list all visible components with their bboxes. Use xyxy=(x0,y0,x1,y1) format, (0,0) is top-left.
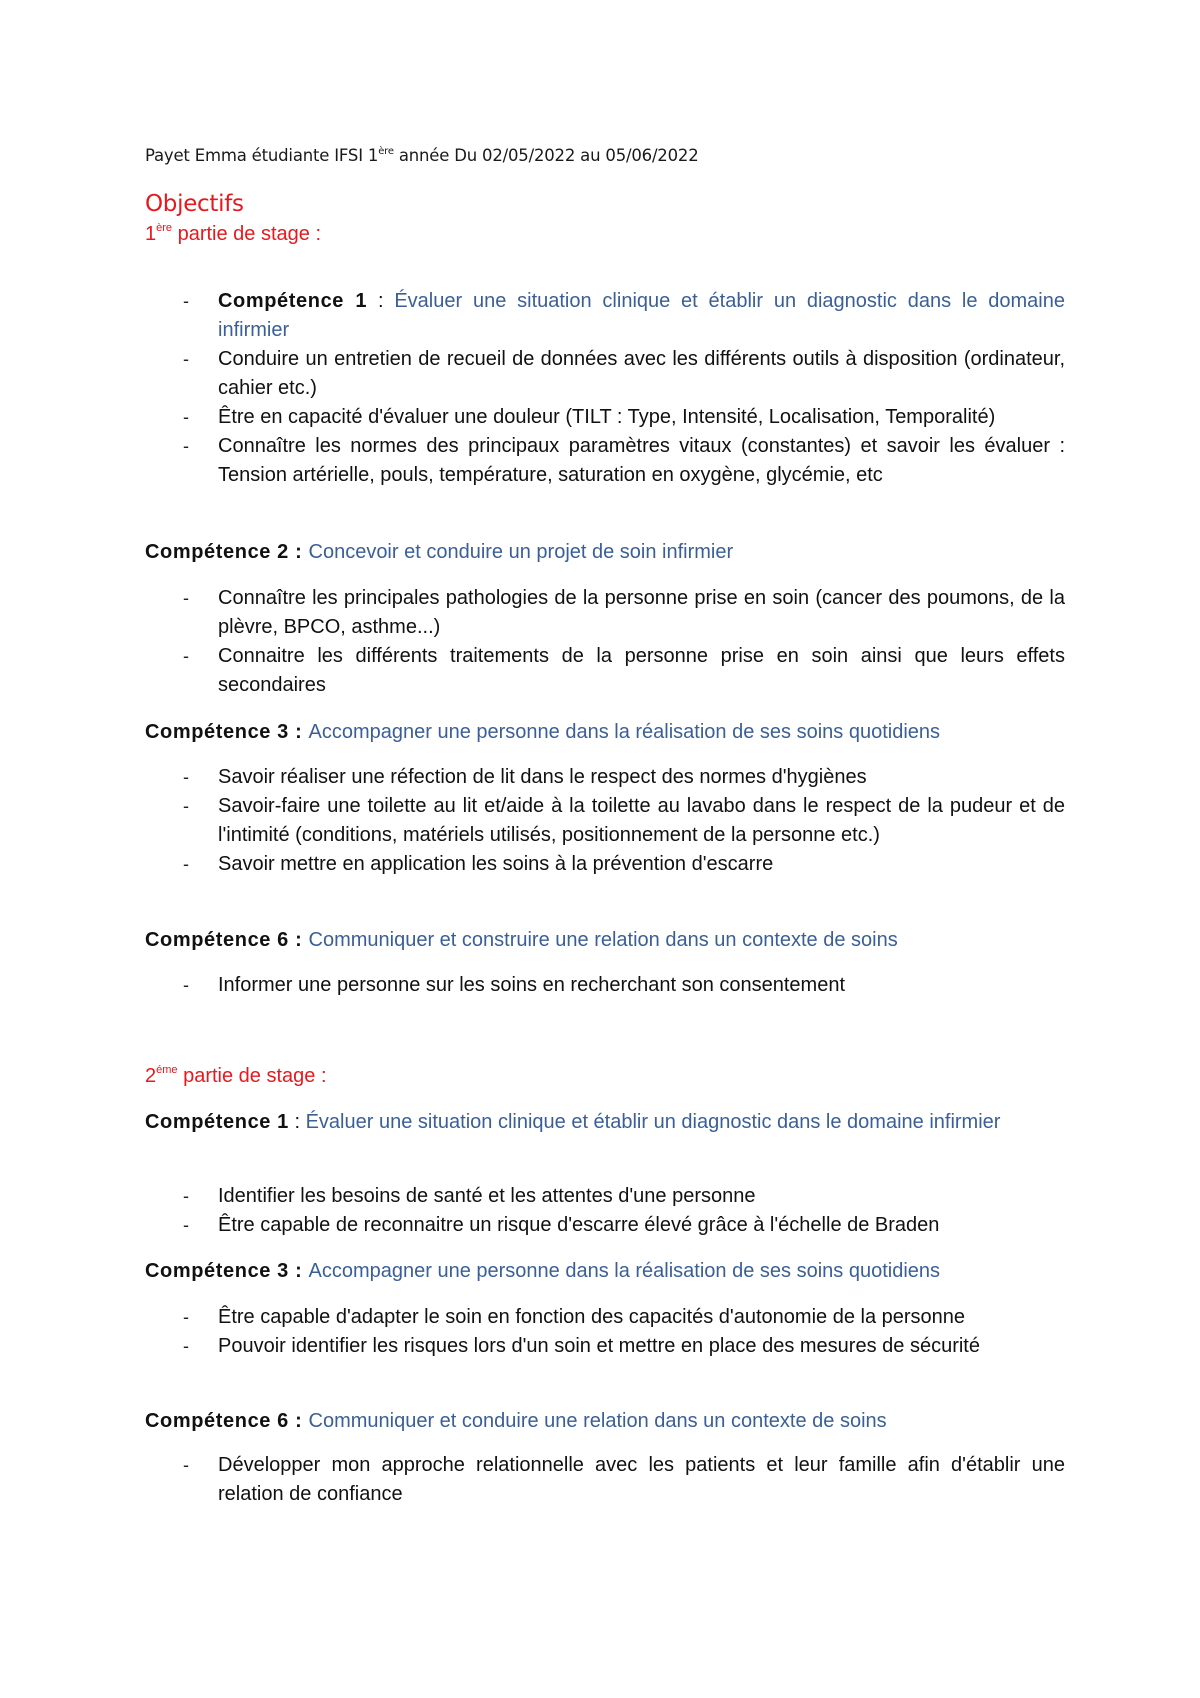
competence-label: Compétence 1 xyxy=(145,1111,289,1133)
dash-bullet: - xyxy=(183,349,189,369)
competence-description: Évaluer une situation clinique et établir un diagnostic dans le domaine infirmier xyxy=(305,1111,1001,1133)
dash-bullet: - xyxy=(183,1215,189,1235)
list-item-text: Identifier les besoins de santé et les attentes d'une personne xyxy=(218,1185,756,1207)
list-item xyxy=(145,792,1065,850)
list-item xyxy=(145,1211,1065,1240)
dash-bullet: - xyxy=(183,588,189,608)
list-item xyxy=(145,1303,1065,1332)
list-item-text: Connaître les normes des principaux paramètres vitaux (constantes) et savoir les évaluer : Tension artérielle, pouls, température, saturation en oxygène, glycémie, etc xyxy=(218,435,1065,486)
competence-label: Compétence 6 xyxy=(145,929,289,951)
list-item-text: Connaître les principales pathologies de la personne prise en soin (cancer des poumons, de la plèvre, BPCO, asthme...) xyxy=(218,587,1065,638)
part2-superscript: éme xyxy=(156,1064,178,1076)
part1-number: 1 xyxy=(145,223,157,245)
part1-superscript: ère xyxy=(156,222,173,234)
list-item xyxy=(145,971,1065,1000)
dash-bullet: - xyxy=(183,1336,189,1356)
dash-bullet: - xyxy=(183,1186,189,1206)
competence-label: Compétence 1 xyxy=(218,290,368,312)
list-item-text: Savoir mettre en application les soins à la prévention d'escarre xyxy=(218,853,774,875)
list-item xyxy=(145,642,1065,700)
part2-number: 2 xyxy=(145,1065,157,1087)
part1-competence6-list xyxy=(145,971,1065,1000)
part2-label: partie de stage : xyxy=(177,1065,327,1087)
list-item-text: Conduire un entretien de recueil de données avec les différents outils à disposition (ordinateur, cahier etc.) xyxy=(218,348,1065,399)
dash-bullet: - xyxy=(183,291,189,311)
competence-label: Compétence 6 xyxy=(145,1410,289,1432)
list-item xyxy=(145,1332,1065,1361)
competence-description: Communiquer et conduire une relation dans un contexte de soins xyxy=(308,1410,887,1432)
competence-separator: : xyxy=(288,1410,309,1432)
header-text: Payet Emma étudiante IFSI 1 xyxy=(145,146,379,165)
competence-description: Accompagner une personne dans la réalisation de ses soins quotidiens xyxy=(308,721,941,743)
competence-separator: : xyxy=(367,290,395,312)
list-item xyxy=(145,403,1065,432)
dash-bullet: - xyxy=(183,767,189,787)
part1-competence1-list xyxy=(145,287,1065,490)
list-item-text: Être capable d'adapter le soin en fonction des capacités d'autonomie de la personne xyxy=(218,1306,966,1328)
list-item-text: Savoir réaliser une réfection de lit dans le respect des normes d'hygiènes xyxy=(218,766,867,788)
list-item xyxy=(145,345,1065,403)
list-item-text: Être en capacité d'évaluer une douleur (TILT : Type, Intensité, Localisation, Temporalité) xyxy=(218,406,996,428)
list-item xyxy=(145,1451,1065,1509)
part1-competence6-heading xyxy=(145,926,1065,955)
dash-bullet: - xyxy=(183,854,189,874)
list-item-text: Savoir-faire une toilette au lit et/aide à la toilette au lavabo dans le respect de la pudeur et de l'intimité (conditions, matériels utilisés, positionnement de la personne etc.) xyxy=(218,795,1065,846)
competence-description: Communiquer et construire une relation dans un contexte de soins xyxy=(308,929,898,951)
list-item-text: Informer une personne sur les soins en recherchant son consentement xyxy=(218,974,846,996)
list-item-text: Développer mon approche relationnelle avec les patients et leur famille afin d'établir une relation de confiance xyxy=(218,1454,1065,1505)
list-item-text: Pouvoir identifier les risques lors d'un soin et mettre en place des mesures de sécurité xyxy=(218,1335,980,1357)
list-item xyxy=(145,432,1065,490)
list-item xyxy=(145,584,1065,642)
dash-bullet: - xyxy=(183,975,189,995)
dash-bullet: - xyxy=(183,1307,189,1327)
competence-separator: : xyxy=(288,721,309,743)
competence-separator: : xyxy=(288,541,309,563)
list-item xyxy=(145,763,1065,792)
header-dates: année Du 02/05/2022 au 05/06/2022 xyxy=(393,146,699,165)
list-item-text: Être capable de reconnaitre un risque d'escarre élevé grâce à l'échelle de Braden xyxy=(218,1214,940,1236)
part2-competence1-heading xyxy=(145,1108,1065,1137)
document-header xyxy=(145,146,699,165)
part2-title xyxy=(145,1064,327,1088)
header-superscript: ère xyxy=(378,146,394,157)
part2-competence6-list xyxy=(145,1451,1065,1509)
dash-bullet: - xyxy=(183,796,189,816)
competence-separator: : xyxy=(288,1260,309,1282)
competence-label: Compétence 3 xyxy=(145,1260,289,1282)
part2-competence6-heading xyxy=(145,1407,1065,1436)
competence-description: Accompagner une personne dans la réalisation de ses soins quotidiens xyxy=(308,1260,941,1282)
part1-competence2-list xyxy=(145,584,1065,700)
dash-bullet: - xyxy=(183,1455,189,1475)
competence-separator: : xyxy=(288,1111,306,1133)
competence-separator: : xyxy=(288,929,309,951)
dash-bullet: - xyxy=(183,646,189,666)
competence-description: Évaluer une situation clinique et établir un diagnostic dans le domaine infirmier xyxy=(218,290,1065,341)
list-item xyxy=(145,1182,1065,1211)
part2-competence3-list xyxy=(145,1303,1065,1361)
page-title: Objectifs xyxy=(145,191,244,217)
competence-label: Compétence 3 xyxy=(145,721,289,743)
part2-competence3-heading xyxy=(145,1257,1065,1286)
list-item-text: Connaitre les différents traitements de la personne prise en soin ainsi que leurs effets secondaires xyxy=(218,645,1065,696)
dash-bullet: - xyxy=(183,436,189,456)
part2-competence1-list xyxy=(145,1182,1065,1240)
part1-title xyxy=(145,222,321,246)
dash-bullet: - xyxy=(183,407,189,427)
competence-description: Concevoir et conduire un projet de soin infirmier xyxy=(308,541,734,563)
part1-competence2-heading xyxy=(145,538,1065,567)
part1-competence3-heading xyxy=(145,718,1065,747)
part1-competence3-list xyxy=(145,763,1065,879)
part1-label: partie de stage : xyxy=(172,223,322,245)
competence-label: Compétence 2 xyxy=(145,541,289,563)
list-item xyxy=(145,287,1065,345)
list-item xyxy=(145,850,1065,879)
